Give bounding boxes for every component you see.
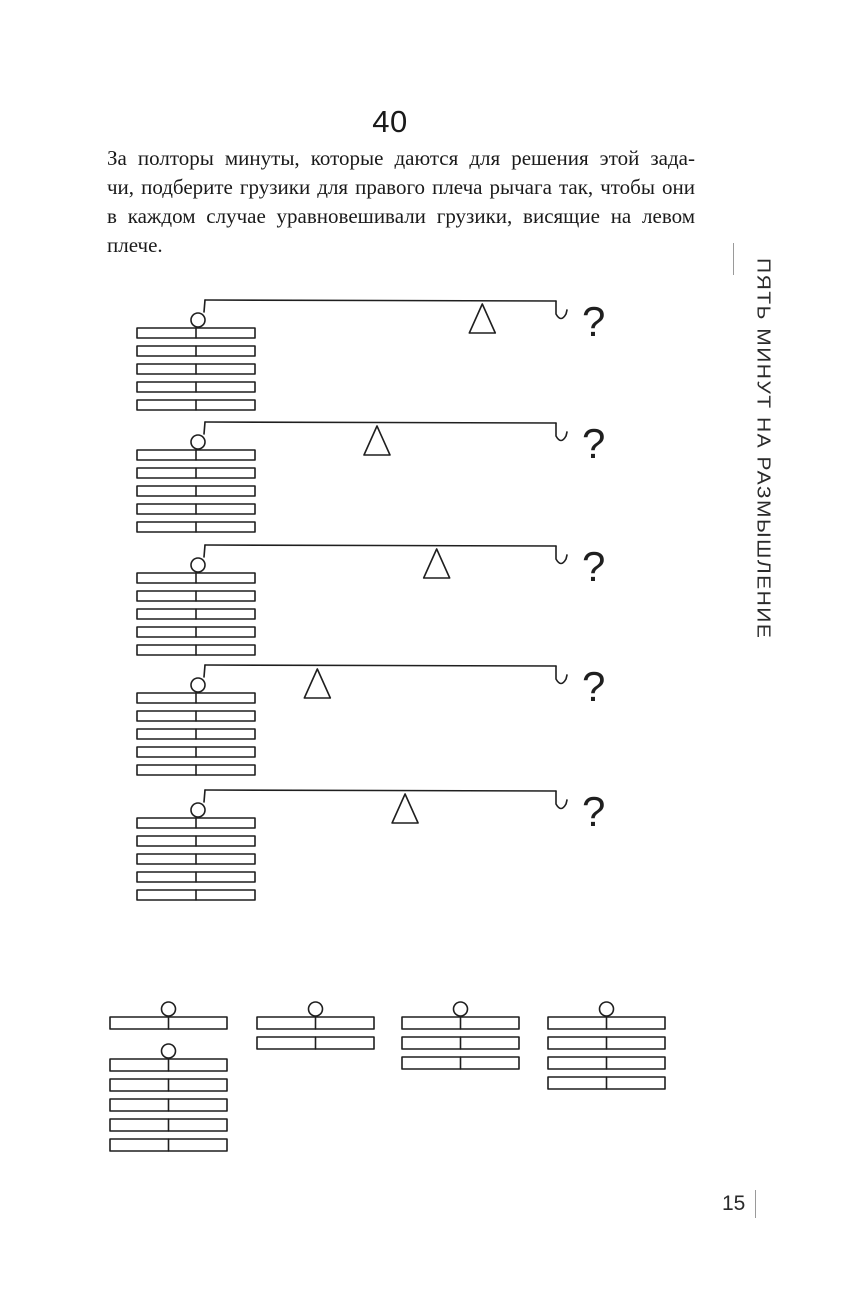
problem-text-line: За полторы минуты, которые даются для решения этой зада-: [107, 146, 695, 170]
right-hook: [556, 546, 567, 564]
lever-left-tab: [204, 665, 205, 677]
lever-1: [137, 298, 605, 410]
left-hook-ring: [191, 678, 205, 692]
question-mark: ?: [582, 420, 606, 467]
page-number-divider: [755, 1190, 756, 1218]
lever-beam: [205, 665, 556, 666]
lever-beam: [205, 545, 556, 546]
problem-number: 40: [372, 104, 408, 139]
left-hook-ring: [191, 558, 205, 572]
question-mark: ?: [582, 663, 606, 710]
left-hook-ring: [191, 803, 205, 817]
left-hook-ring: [191, 435, 205, 449]
right-hook: [556, 666, 567, 684]
weight-ring: [600, 1002, 614, 1016]
fulcrum-triangle: [364, 426, 390, 455]
weight-set-1: [110, 1002, 227, 1151]
fulcrum-triangle: [424, 549, 450, 578]
lever-beam: [205, 422, 556, 423]
page-number: 15: [722, 1192, 746, 1215]
weight-ring: [162, 1044, 176, 1058]
weight-set-2: [257, 1002, 374, 1049]
weight-ring: [454, 1002, 468, 1016]
question-mark: ?: [582, 788, 606, 835]
lever-beam: [205, 790, 556, 791]
left-hook-ring: [191, 313, 205, 327]
section-title: ПЯТЬ МИНУТ НА РАЗМЫШЛЕНИЕ: [752, 258, 774, 640]
lever-left-tab: [204, 300, 205, 312]
question-mark: ?: [582, 298, 606, 345]
lever-3: [137, 543, 605, 655]
fulcrum-triangle: [304, 669, 330, 698]
lever-left-tab: [204, 422, 205, 434]
fulcrum-triangle: [392, 794, 418, 823]
weight-ring: [162, 1002, 176, 1016]
right-hook: [556, 791, 567, 809]
weight-set-4: [548, 1002, 665, 1089]
fulcrum-triangle: [469, 304, 495, 333]
lever-2: [137, 420, 605, 532]
lever-left-tab: [204, 790, 205, 802]
right-hook: [556, 301, 567, 319]
lever-4: [137, 663, 605, 775]
problem-text-line: плече.: [107, 233, 163, 257]
problem-text-line: чи, подберите грузики для правого плеча рычага так, чтобы они: [107, 175, 695, 199]
problem-text-line: в каждом случае уравновешивали грузики, висящие на левом: [107, 204, 695, 228]
question-mark: ?: [582, 543, 606, 590]
weight-ring: [309, 1002, 323, 1016]
weight-set-3: [402, 1002, 519, 1069]
lever-left-tab: [204, 545, 205, 557]
lever-beam: [205, 300, 556, 301]
right-hook: [556, 423, 567, 441]
lever-5: [137, 788, 605, 900]
